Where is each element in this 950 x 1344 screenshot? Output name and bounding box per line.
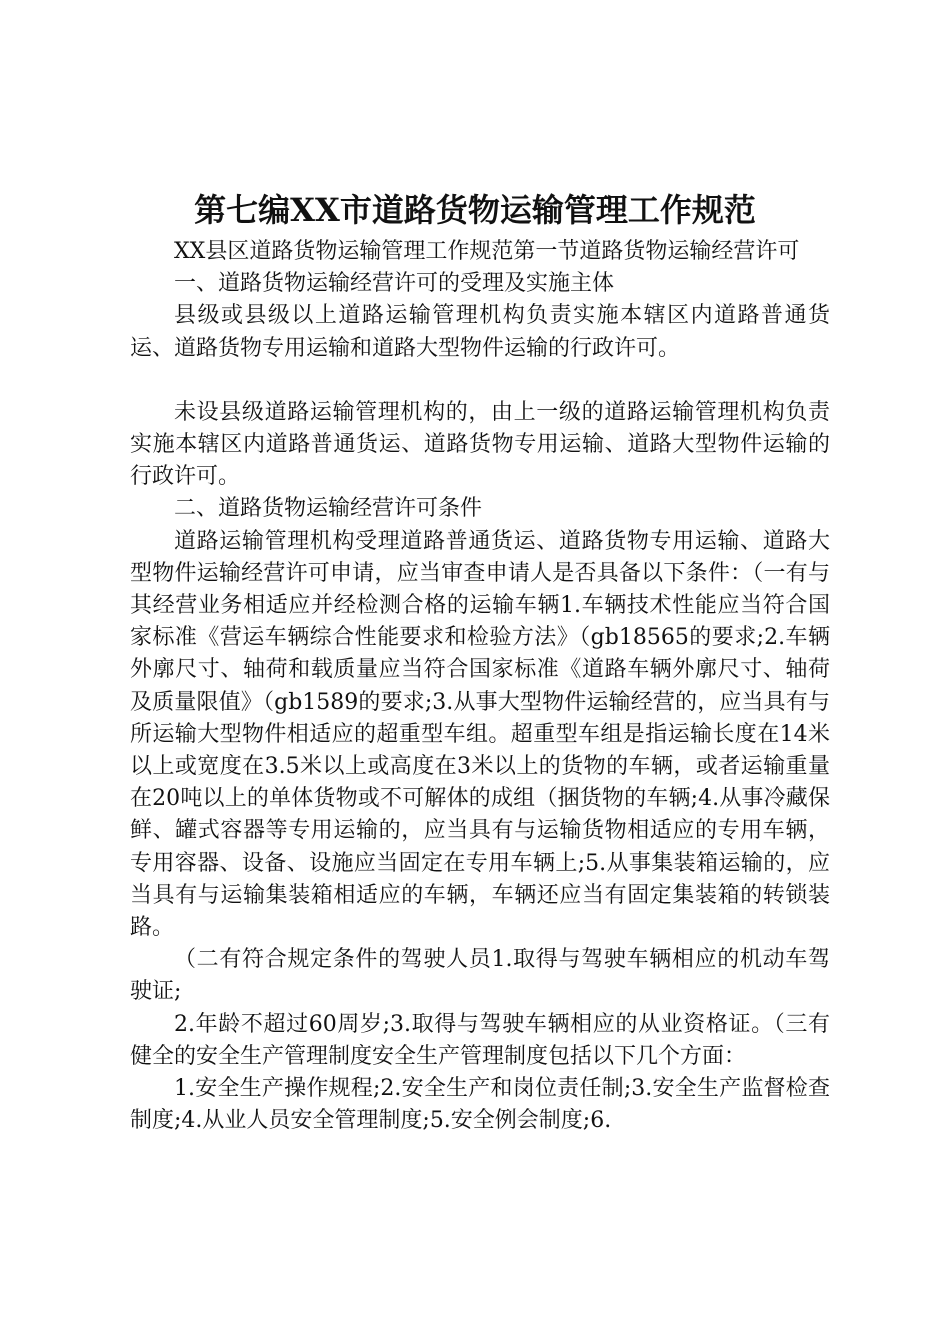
document-title: 第七编XX市道路货物运输管理工作规范 — [194, 191, 756, 229]
paragraph-county-authority: 县级或县级以上道路运输管理机构负责实施本辖区内道路普通货运、道路货物专用运输和道路大型物件运输的行政许可。 — [130, 303, 830, 361]
paragraph-higher-authority: 未设县级道路运输管理机构的，由上一级的道路运输管理机构负责实施本辖区内道路普通货运、道路货物专用运输、道路大型物件运输的行政许可。 — [130, 399, 830, 490]
paragraph-age-and-safety: 2.年龄不超过60周岁;3.取得与驾驶车辆相应的从业资格证。（三有健全的安全生产管理制度安全生产管理制度包括以下几个方面： — [130, 1011, 830, 1069]
paragraph-spacer — [130, 365, 830, 397]
paragraph-driver-conditions: （二有符合规定条件的驾驶人员1.取得与驾驶车辆相应的机动车驾驶证; — [130, 947, 830, 1005]
paragraph-vehicle-conditions: 道路运输管理机构受理道路普通货运、道路货物专用运输、道路大型物件运输经营许可申请，应当审查申请人是否具备以下条件：（一有与其经营业务相适应并经检测合格的运输车辆1.车辆技术性能应当符合国家标准《营运车辆综合性能要求和检验方法》（gb18565的要求;2.车辆外廓尺寸、轴荷和载质量应当符合国家标准《道路车辆外廓尺寸、轴荷及质量限值》（gb1589的要求;3.从事大型物件运输经营的，应当具有与所运输大型物件相适应的超重型车组。超重型车组是指运输长度在14米以上或宽度在3.5米以上或高度在3米以上的货物的车辆，或者运输重量在20吨以上的单体货物或不可解体的成组（捆货物的车辆;4.从事冷藏保鲜、罐式容器等专用运输的，应当具有与运输货物相适应的专用车辆，专用容器、设备、设施应当固定在专用车辆上;5.从事集装箱运输的，应当具有与运输集装箱相适应的车辆，车辆还应当有固定集装箱的转锁装路。 — [130, 528, 830, 941]
document-body — [130, 236, 830, 1137]
paragraph-safety-list: 1.安全生产操作规程;2.安全生产和岗位责任制;3.安全生产监督检查制度;4.从业人员安全管理制度;5.安全例会制度;6. — [130, 1076, 830, 1134]
paragraph-intro: XX县区道路货物运输管理工作规范第一节道路货物运输经营许可 — [174, 239, 800, 264]
heading-section-2: 二、道路货物运输经营许可条件 — [174, 496, 483, 522]
heading-section-1: 一、道路货物运输经营许可的受理及实施主体 — [174, 271, 615, 297]
